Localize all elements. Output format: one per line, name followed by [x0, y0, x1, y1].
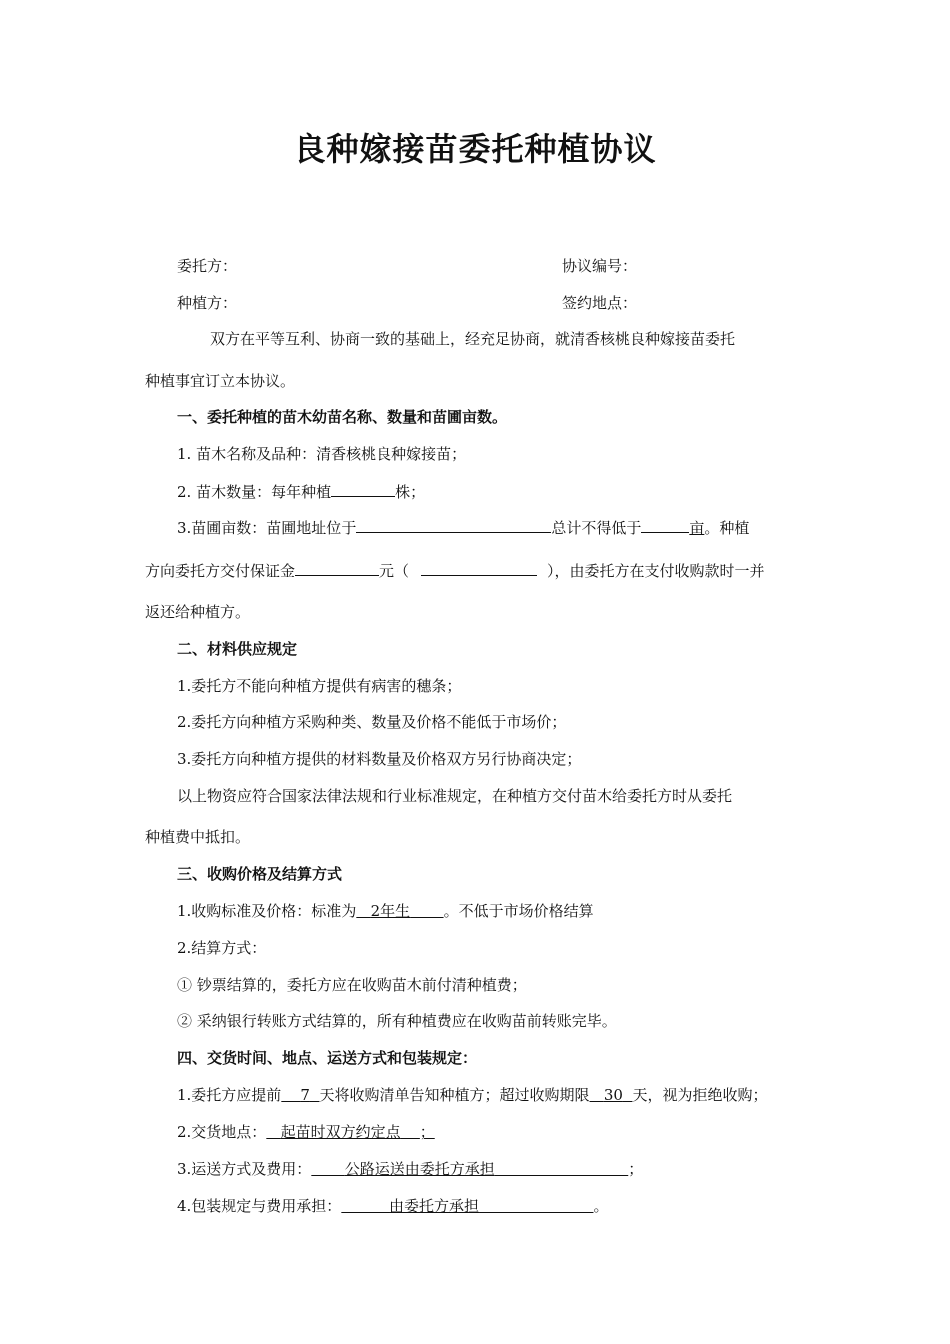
s3-item-1-tail: 。不低于市场价格结算	[443, 902, 594, 920]
nursery-address-blank[interactable]	[356, 517, 551, 533]
packaging-value[interactable]: 由委托方承担	[389, 1197, 480, 1215]
s4-item-1	[177, 1085, 767, 1105]
s1-item-3-tail: 。种植	[704, 519, 750, 537]
s4-item-4-tail: 。	[593, 1197, 609, 1215]
s2-note-line-2: 种植费中抵扣。	[145, 828, 251, 846]
acreage-blank[interactable]	[641, 517, 689, 533]
deposit-unit: 元（	[379, 562, 410, 580]
s4-item-1-mid: 天将收购清单告知种植方；超过收购期限	[319, 1086, 590, 1104]
s2-item-2: 2.委托方向种植方采购种类、数量及价格不能低于市场价；	[177, 713, 567, 731]
section-2-heading: 二、材料供应规定	[177, 640, 298, 658]
deposit-tail: ），由委托方在支付收购款时一并	[547, 562, 765, 580]
document-title: 良种嫁接苗委托种植协议	[293, 130, 657, 168]
s4-item-3-text: 3.运送方式及费用：	[177, 1160, 312, 1178]
s3-item-1	[177, 901, 594, 921]
s3-option-1: ① 钞票结算的，委托方应在收购苗木前付清种植费；	[177, 976, 527, 994]
s4-item-1-text: 1.委托方应提前	[177, 1086, 282, 1104]
grower-label: 种植方：	[177, 294, 238, 312]
s2-item-3: 3.委托方向种植方提供的材料数量及价格双方另行协商决定；	[177, 750, 582, 768]
client-label: 委托方：	[177, 257, 238, 275]
intro-line-2: 种植事宜订立本协议。	[145, 372, 296, 390]
deposit-text: 方向委托方交付保证金	[145, 562, 296, 580]
section-3-heading: 三、收购价格及结算方式	[177, 865, 343, 883]
intro-line-1: 双方在平等互利、协商一致的基础上，经充足协商，就清香核桃良种嫁接苗委托	[210, 330, 736, 348]
section-4-heading: 四、交货时间、地点、运送方式和包装规定：	[177, 1049, 478, 1067]
s1-item-1: 1. 苗木名称及品种：清香核桃良种嫁接苗；	[177, 445, 467, 463]
s4-item-2-text: 2.交货地点：	[177, 1123, 267, 1141]
s4-item-2	[177, 1122, 435, 1142]
deadline-days-value[interactable]: 30	[603, 1086, 623, 1104]
s1-item-3-total: 总计不得低于	[551, 519, 642, 537]
agreement-no-label: 协议编号：	[562, 257, 638, 275]
s4-item-4-text: 4.包装规定与费用承担：	[177, 1197, 342, 1215]
s1-item-3-text: 3.苗圃亩数：苗圃地址位于	[177, 519, 357, 537]
s3-item-1-text: 1.收购标准及价格：标准为	[177, 902, 357, 920]
standard-value[interactable]: 2年生	[370, 902, 411, 920]
deposit-amount-blank[interactable]	[295, 560, 379, 576]
s3-option-2: ② 采纳银行转账方式结算的，所有种植费应在收购苗前转账完毕。	[177, 1012, 617, 1030]
delivery-place-value[interactable]: 起苗时双方约定点 ；	[280, 1123, 435, 1141]
transport-value[interactable]: 公路运送由委托方承担	[344, 1160, 495, 1178]
s1-item-2-unit: 株；	[395, 483, 426, 501]
section-1-heading: 一、委托种植的苗木幼苗名称、数量和苗圃亩数。	[177, 408, 508, 426]
s2-note-line-1: 以上物资应符合国家法律法规和行业标准规定，在种植方交付苗木给委托方时从委托	[177, 787, 733, 805]
deposit-uppercase-blank[interactable]	[421, 560, 537, 576]
s4-item-4	[177, 1196, 608, 1216]
s1-item-2-text: 2. 苗木数量：每年种植	[177, 483, 332, 501]
sign-place-label: 签约地点：	[562, 294, 638, 312]
s1-item-3	[177, 517, 749, 538]
s1-item-3-line-3: 返还给种植方。	[145, 603, 251, 621]
s1-item-3-unit: 亩	[689, 519, 705, 537]
s2-item-1: 1.委托方不能向种植方提供有病害的穗条；	[177, 677, 462, 695]
s4-item-3	[177, 1159, 643, 1179]
s4-item-3-tail: ；	[628, 1160, 644, 1178]
notice-days-value[interactable]: 7	[300, 1086, 310, 1104]
s1-item-3-line-2	[145, 560, 765, 581]
s4-item-1-tail: 天，视为拒绝收购；	[632, 1086, 768, 1104]
s3-item-2: 2.结算方式：	[177, 939, 267, 957]
seedling-count-blank[interactable]	[331, 481, 395, 497]
s1-item-2	[177, 481, 425, 502]
